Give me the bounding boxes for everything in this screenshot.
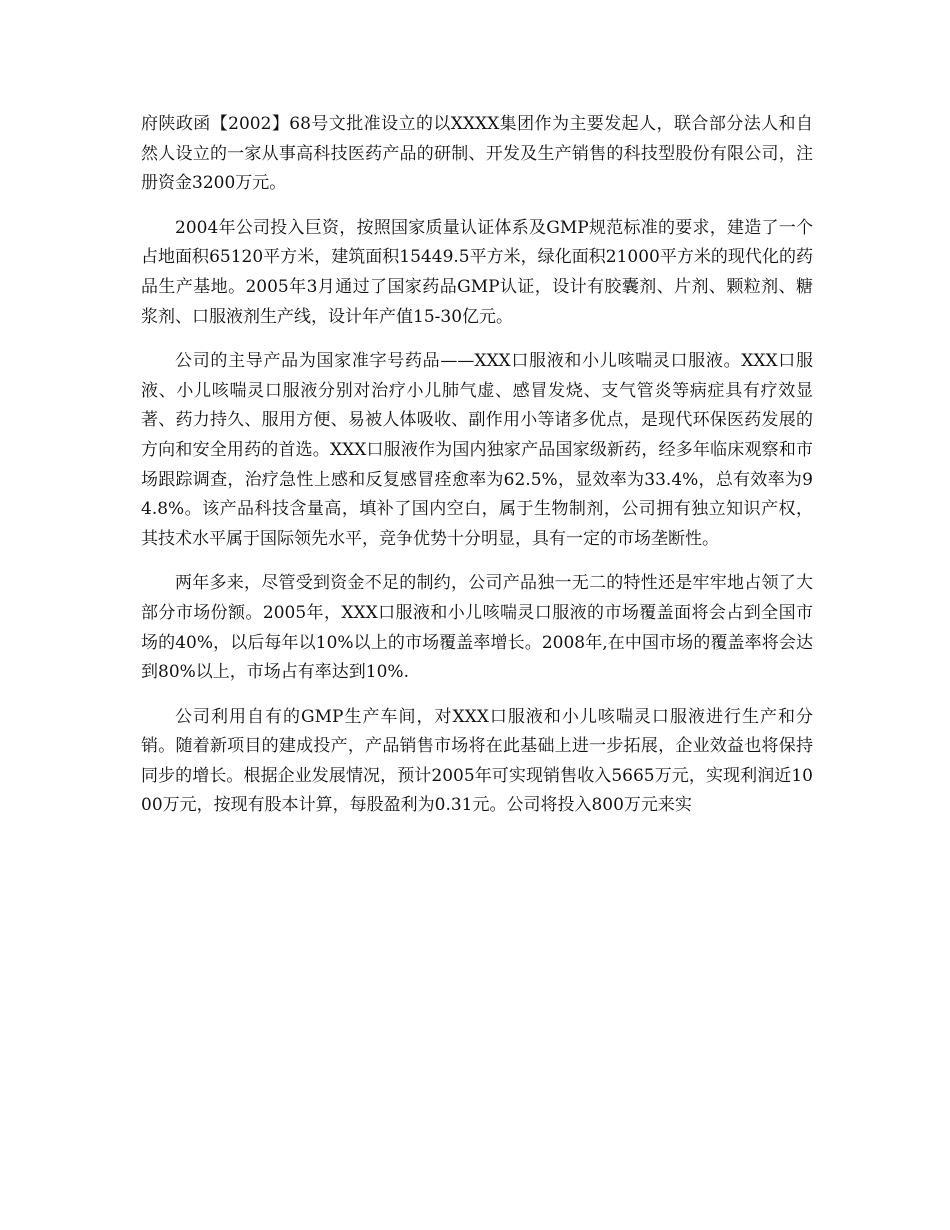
paragraph-main-products: 公司的主导产品为国家准字号药品——XXX口服液和小儿咳喘灵口服液。XXX口服液、小儿咳喘灵口服液分别对治疗小儿肺气虚、感冒发烧、支气管炎等病症具有疗效显著、药力持久、服用方便、易被人体吸收、副作用小等诸多优点，是现代环保医药发展的方向和安全用药的首选。XXX口服液作为国内独家产品国家级新药，经多年临床观察和市场跟踪调查，治疗急性上感和反复感冒痊愈率为62.5%，显效率为33.4%，总有效率为94.8%。该产品科技含量高，填补了国内空白，属于生物制剂，公司拥有独立知识产权，其技术水平属于国际领先水平，竞争优势十分明显，具有一定的市场垄断性。 — [141, 351, 813, 549]
paragraph-sales-forecast: 公司利用自有的GMP生产车间，对XXX口服液和小儿咳喘灵口服液进行生产和分销。随着新项目的建成投产，产品销售市场将在此基础上进一步拓展，企业效益也将保持同步的增长。根据企业发展情况，预计2005年可实现销售收入5665万元，实现利润近1000万元，按现有股本计算，每股盈利为0.31元。公司将投入800万元来实 — [141, 706, 813, 816]
paragraph-production-base: 2004年公司投入巨资，按照国家质量认证体系及GMP规范标准的要求，建造了一个占地面积65120平方米，建筑面积15449.5平方米，绿化面积21000平方米的现代化的药品生产基地。2005年3月通过了国家药品GMP认证，设计有胶囊剂、片剂、颗粒剂、糖浆剂、口服液剂生产线，设计年产值15-30亿元。 — [141, 217, 813, 327]
paragraph-market-share: 两年多来，尽管受到资金不足的制约，公司产品独一无二的特性还是牢牢地占领了大部分市场份额。2005年，XXX口服液和小儿咳喘灵口服液的市场覆盖面将会占到全国市场的40%，以后每年以10%以上的市场覆盖率增长。2008年,在中国市场的覆盖率将会达到80%以上，市场占有率达到10%. — [141, 573, 813, 683]
paragraph-company-intro: 府陕政函【2002】68号文批准设立的以XXXX集团作为主要发起人，联合部分法人和自然人设立的一家从事高科技医药产品的研制、开发及生产销售的科技型股份有限公司，注册资金3200万元。 — [141, 114, 813, 194]
document-body — [141, 110, 813, 836]
